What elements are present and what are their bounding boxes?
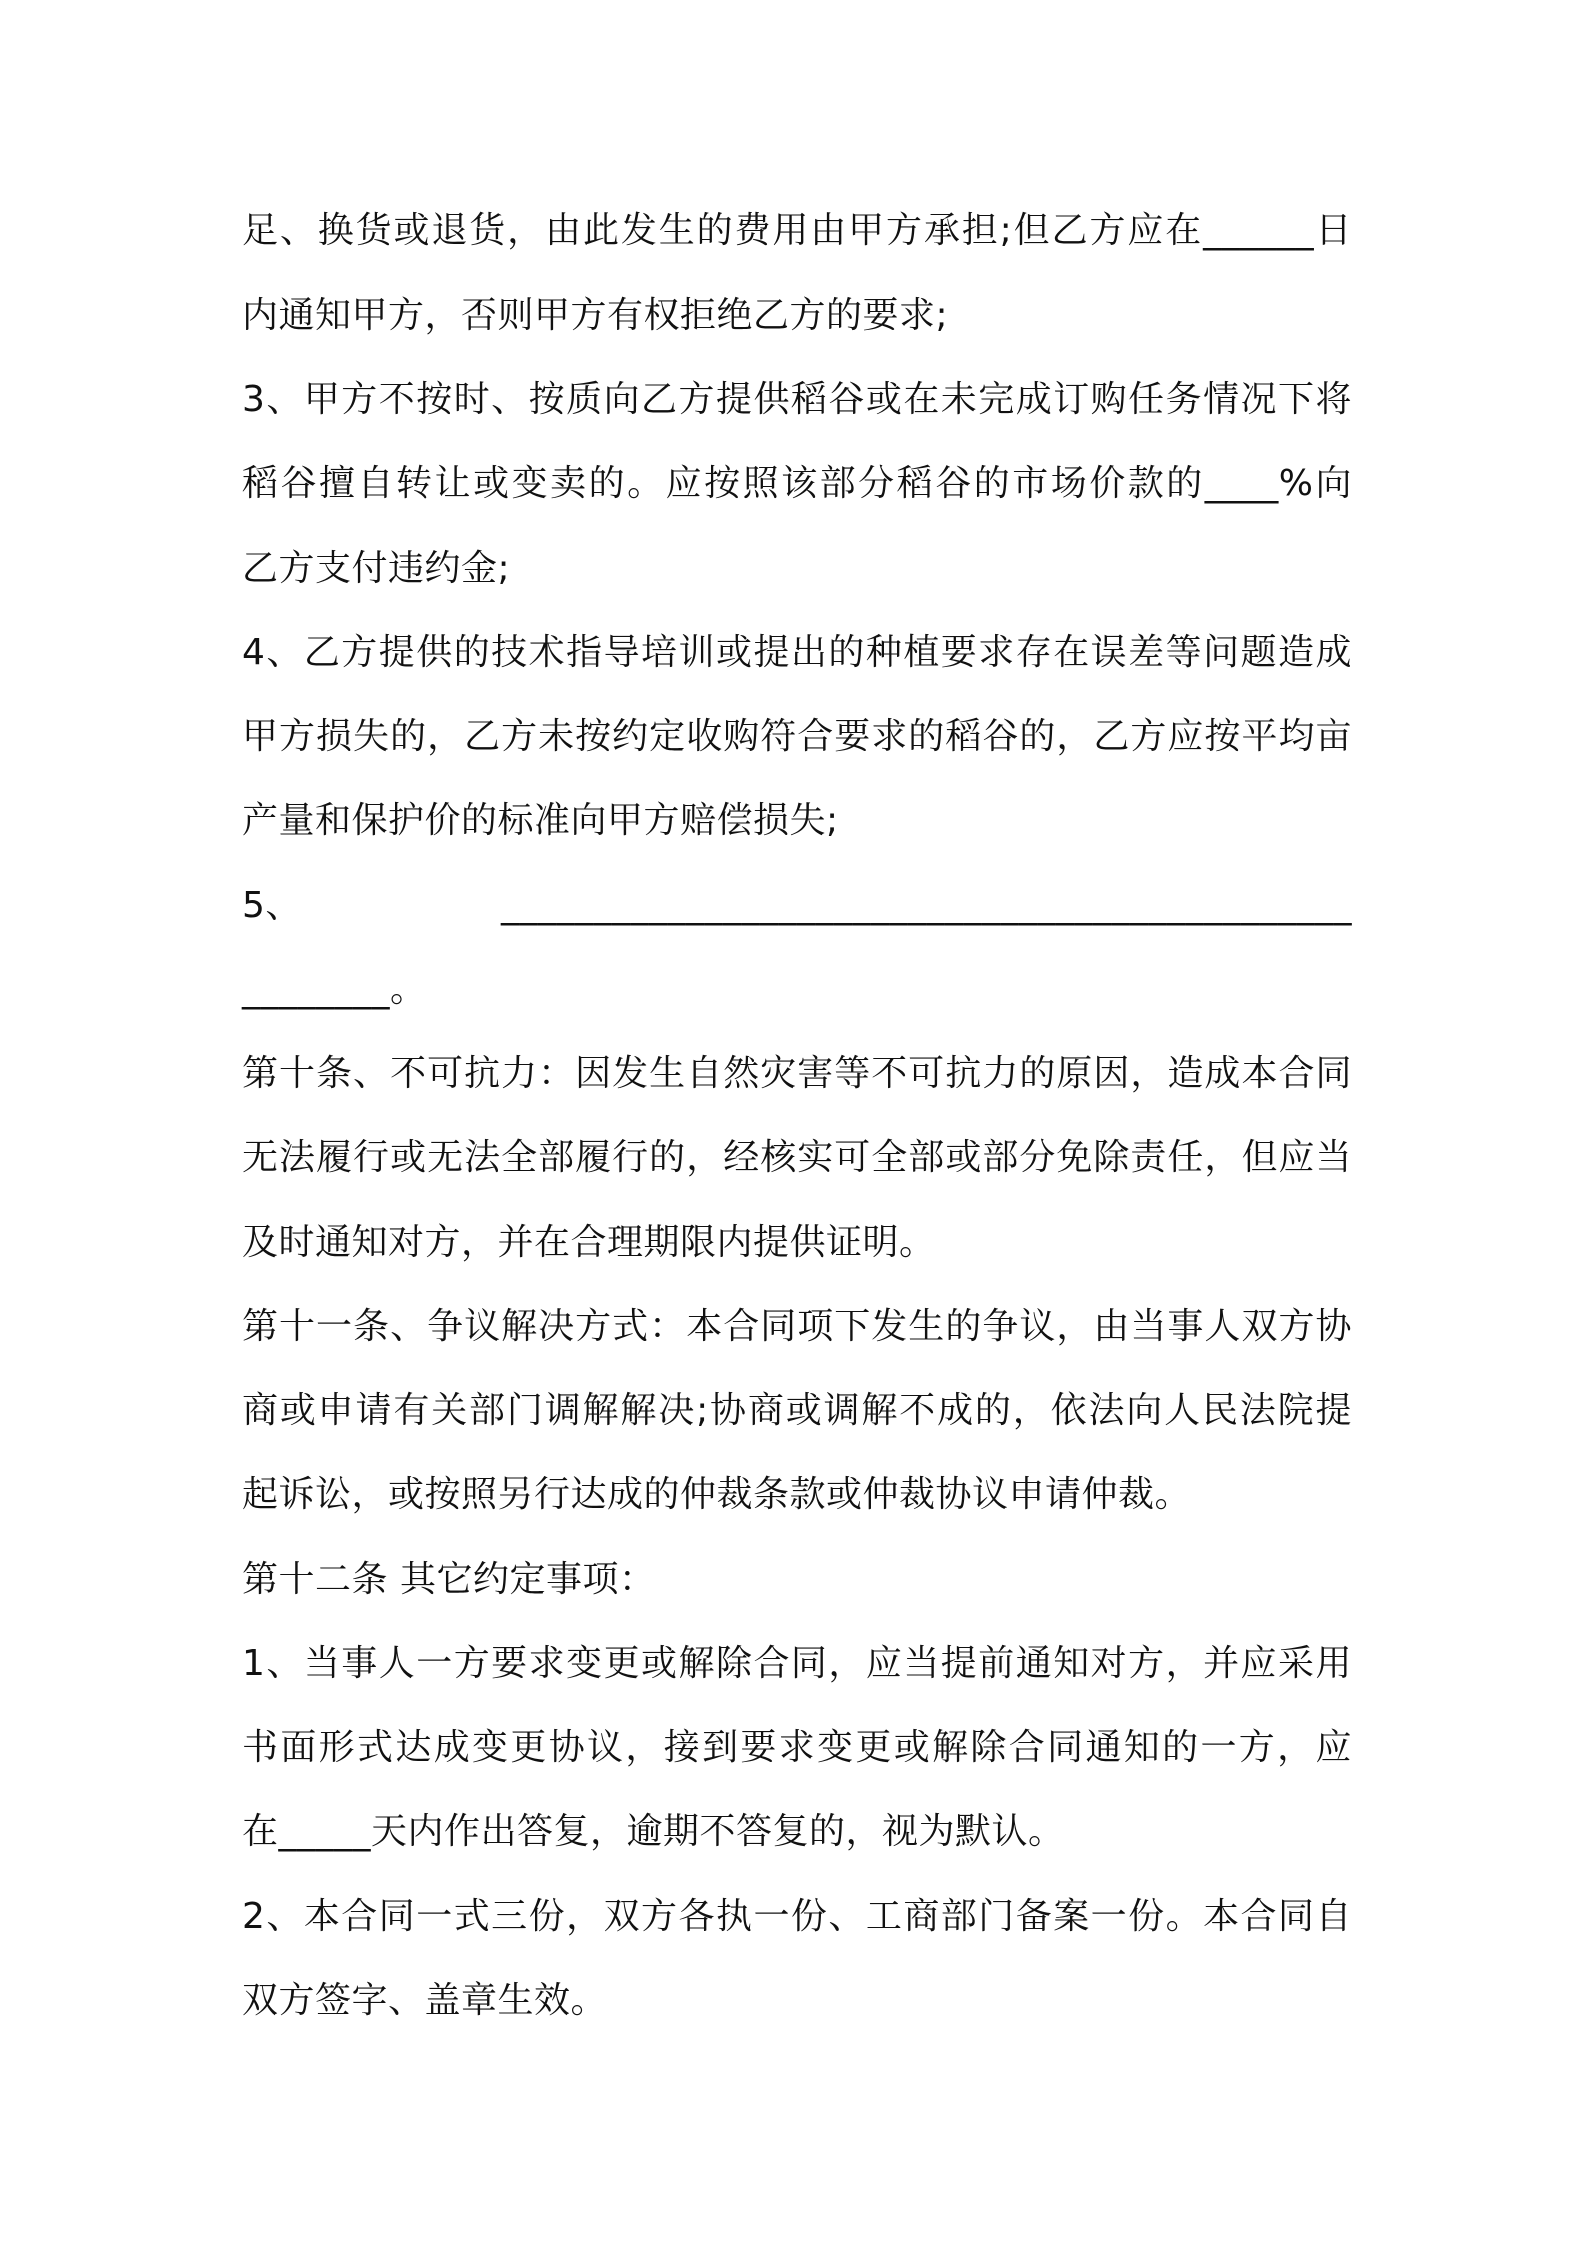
clause-5-line: ________。: [242, 969, 427, 1010]
article-10-line: 及时通知对方，并在合理期限内提供证明。: [242, 1222, 936, 1263]
clause-4-line: 4、乙方提供的技术指导培训或提出的种植要求存在误差等问题造成: [242, 632, 1352, 673]
article-10-line: 无法履行或无法全部履行的，经核实可全部或部分免除责任，但应当: [242, 1137, 1352, 1178]
clause-5-number: 5、: [242, 885, 302, 926]
clause-5-line: [242, 882, 1352, 930]
clause-5-blank: ______________________________________________: [501, 885, 1352, 926]
clause-3-line: 3、甲方不按时、按质向乙方提供稻谷或在未完成订购任务情况下将: [242, 379, 1352, 420]
clause-3-line: 乙方支付违约金;: [242, 548, 511, 589]
paragraph-line: 足、换货或退货，由此发生的费用由甲方承担;但乙方应在______日: [242, 210, 1352, 251]
article-12-item-2-line: 2、本合同一式三份，双方各执一份、工商部门备案一份。本合同自: [242, 1896, 1352, 1937]
article-11-line: 商或申请有关部门调解解决;协商或调解不成的，依法向人民法院提: [242, 1390, 1352, 1431]
article-12-item-1-line: 1、当事人一方要求变更或解除合同，应当提前通知对方，并应采用: [242, 1643, 1352, 1684]
clause-4-line: 甲方损失的，乙方未按约定收购符合要求的稻谷的，乙方应按平均亩: [242, 716, 1352, 757]
clause-4-line: 产量和保护价的标准向甲方赔偿损失;: [242, 800, 839, 841]
article-12-item-2-line: 双方签字、盖章生效。: [242, 1980, 608, 2021]
paragraph-line: 内通知甲方，否则甲方有权拒绝乙方的要求;: [242, 295, 949, 336]
clause-3-line: 稻谷擅自转让或变卖的。应按照该部分稻谷的市场价款的____%向: [242, 463, 1352, 504]
article-11-line: 起诉讼，或按照另行达成的仲裁条款或仲裁协议申请仲裁。: [242, 1474, 1192, 1515]
article-12-item-1-line: 在_____天内作出答复，逾期不答复的，视为默认。: [242, 1811, 1065, 1852]
article-12-item-1-line: 书面形式达成变更协议，接到要求变更或解除合同通知的一方，应: [242, 1727, 1352, 1768]
article-10-line: 第十条、不可抗力：因发生自然灾害等不可抗力的原因，造成本合同: [242, 1053, 1352, 1094]
article-12-heading: 第十二条 其它约定事项：: [242, 1559, 656, 1600]
article-11-line: 第十一条、争议解决方式：本合同项下发生的争议，由当事人双方协: [242, 1306, 1352, 1347]
